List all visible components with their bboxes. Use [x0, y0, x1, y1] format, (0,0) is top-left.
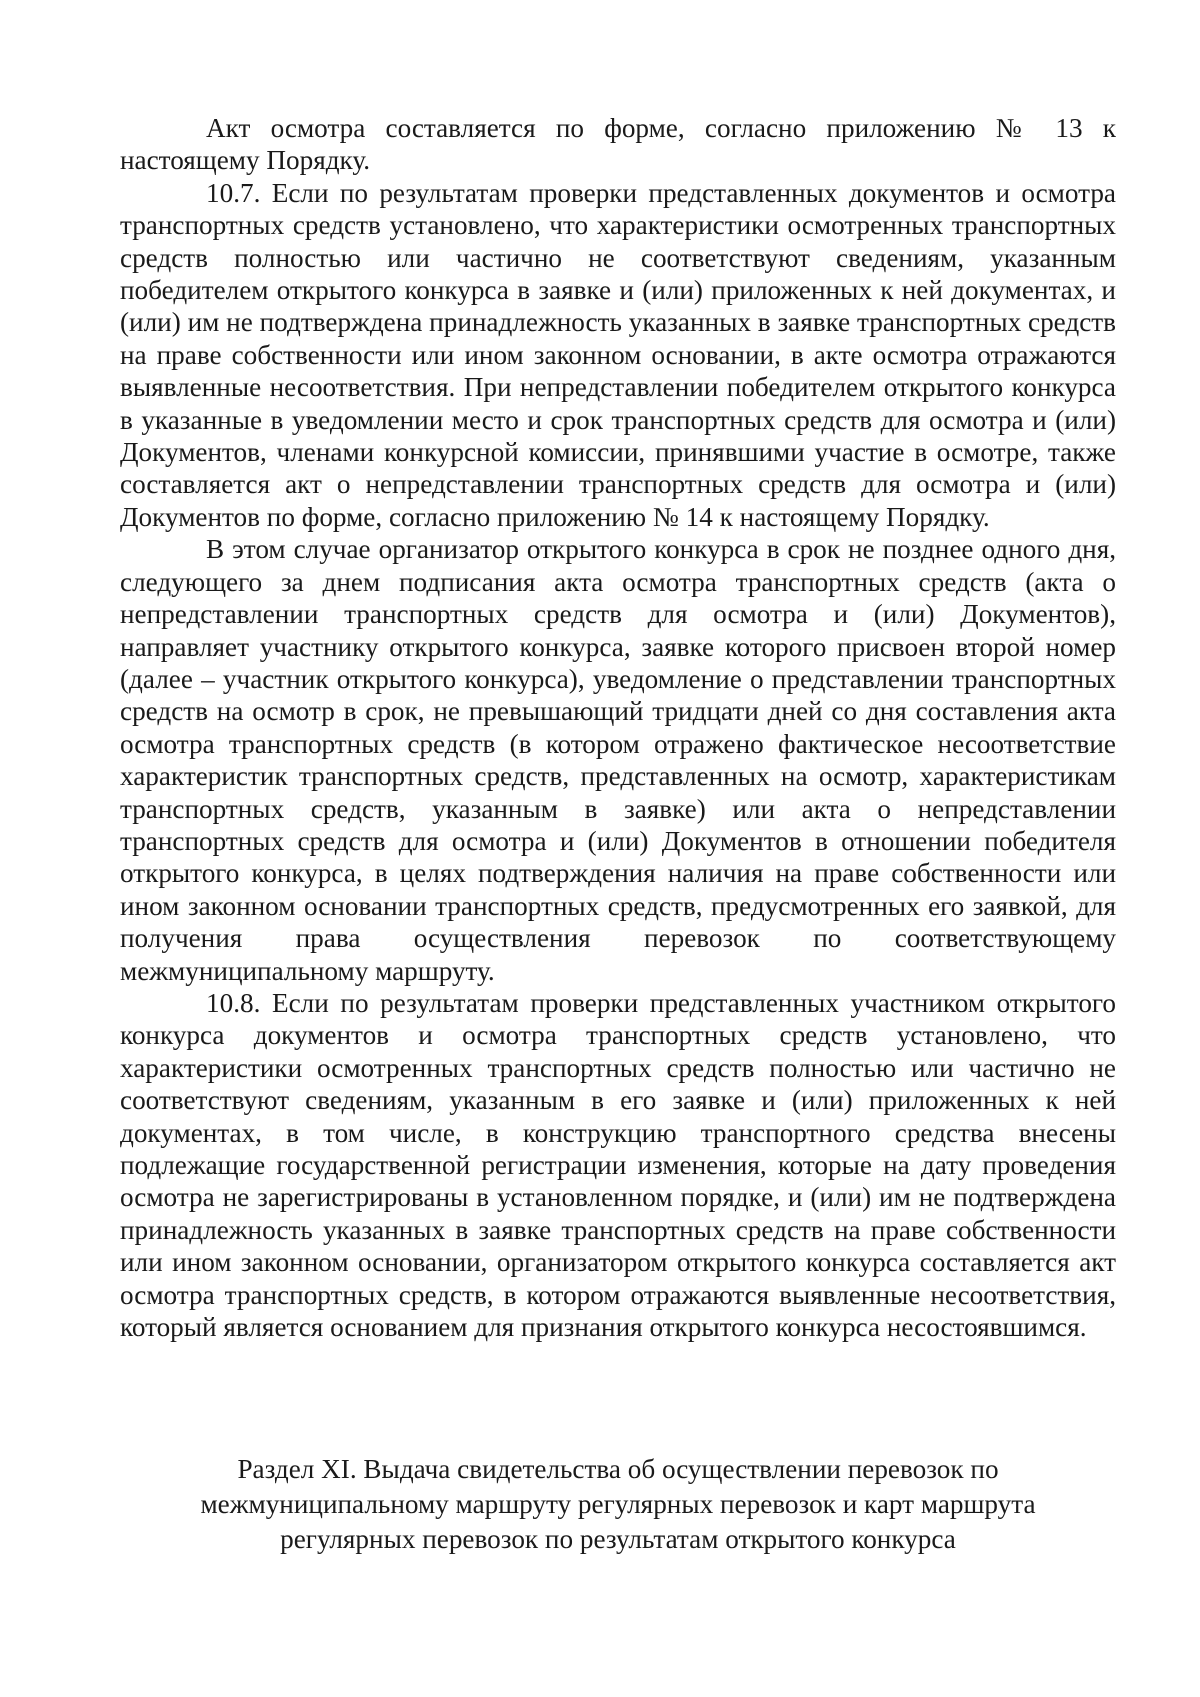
body-text [120, 112, 1116, 1343]
paragraph-10-7: 10.7. Если по результатам проверки представленных документов и осмотра транспортных средств установлено, что характеристики осмотренных транспортных средств полностью или частично не соответствуют сведениям, указанным победителем открытого конкурса в заявке и (или) приложенных к ней документах, и (или) им не подтверждена принадлежность указанных в заявке транспортных средств на праве собственности или ином законном основании, в акте осмотра отражаются выявленные несоответствия. При непредставлении победителем открытого конкурса в указанные в уведомлении место и срок транспортных средств для осмотра и (или) Документов, членами конкурсной комиссии, принявшими участие в осмотре, также составляется акт о непредставлении транспортных средств для осмотра и (или) Документов по форме, согласно приложению № 14 к настоящему Порядку. [120, 177, 1116, 532]
paragraph-second-participant: В этом случае организатор открытого конкурса в срок не позднее одного дня, следующего за днем подписания акта осмотра транспортных средств (акта о непредставлении транспортных средств для осмотра и (или) Документов), направляет участнику открытого конкурса, заявке которого присвоен второй номер (далее – участник открытого конкурса), уведомление о представлении транспортных средств на осмотр в срок, не превышающий тридцати дней со дня составления акта осмотра транспортных средств (в котором отражено фактическое несоответствие характеристик транспортных средств, представленных на осмотр, характеристикам транспортных средств, указанным в заявке) или акта о непредставлении транспортных средств для осмотра и (или) Документов в отношении победителя открытого конкурса, в целях подтверждения наличия на праве собственности или ином законном основании транспортных средств, предусмотренных его заявкой, для получения права осуществления перевозок по соответствующему межмуниципальному маршруту. [120, 534, 1116, 986]
section-heading [120, 1452, 1116, 1557]
paragraph-inspection-act-form: Акт осмотра составляется по форме, согласно приложению № 13 к настоящему Порядку. [120, 113, 1116, 176]
section-heading-line-3: регулярных перевозок по результатам открытого конкурса [280, 1524, 956, 1554]
paragraph-10-8: 10.8. Если по результатам проверки представленных участником открытого конкурса документов и осмотра транспортных средств установлено, что характеристики осмотренных транспортных средств полностью или частично не соответствуют сведениям, указанным в его заявке и (или) приложенных к ней документах, в том числе, в конструкцию транспортного средства внесены подлежащие государственной регистрации изменения, которые на дату проведения осмотра не зарегистрированы в установленном порядке, и (или) им не подтверждена принадлежность указанных в заявке транспортных средств на праве собственности или ином законном основании, организатором открытого конкурса составляется акт осмотра транспортных средств, в котором отражаются выявленные несоответствия, который является основанием для признания открытого конкурса несостоявшимся. [120, 987, 1116, 1343]
section-heading-line-1: Раздел XI. Выдача свидетельства об осуществлении перевозок по [237, 1454, 999, 1484]
section-heading-line-2: межмуниципальному маршруту регулярных перевозок и карт маршрута [200, 1489, 1036, 1519]
